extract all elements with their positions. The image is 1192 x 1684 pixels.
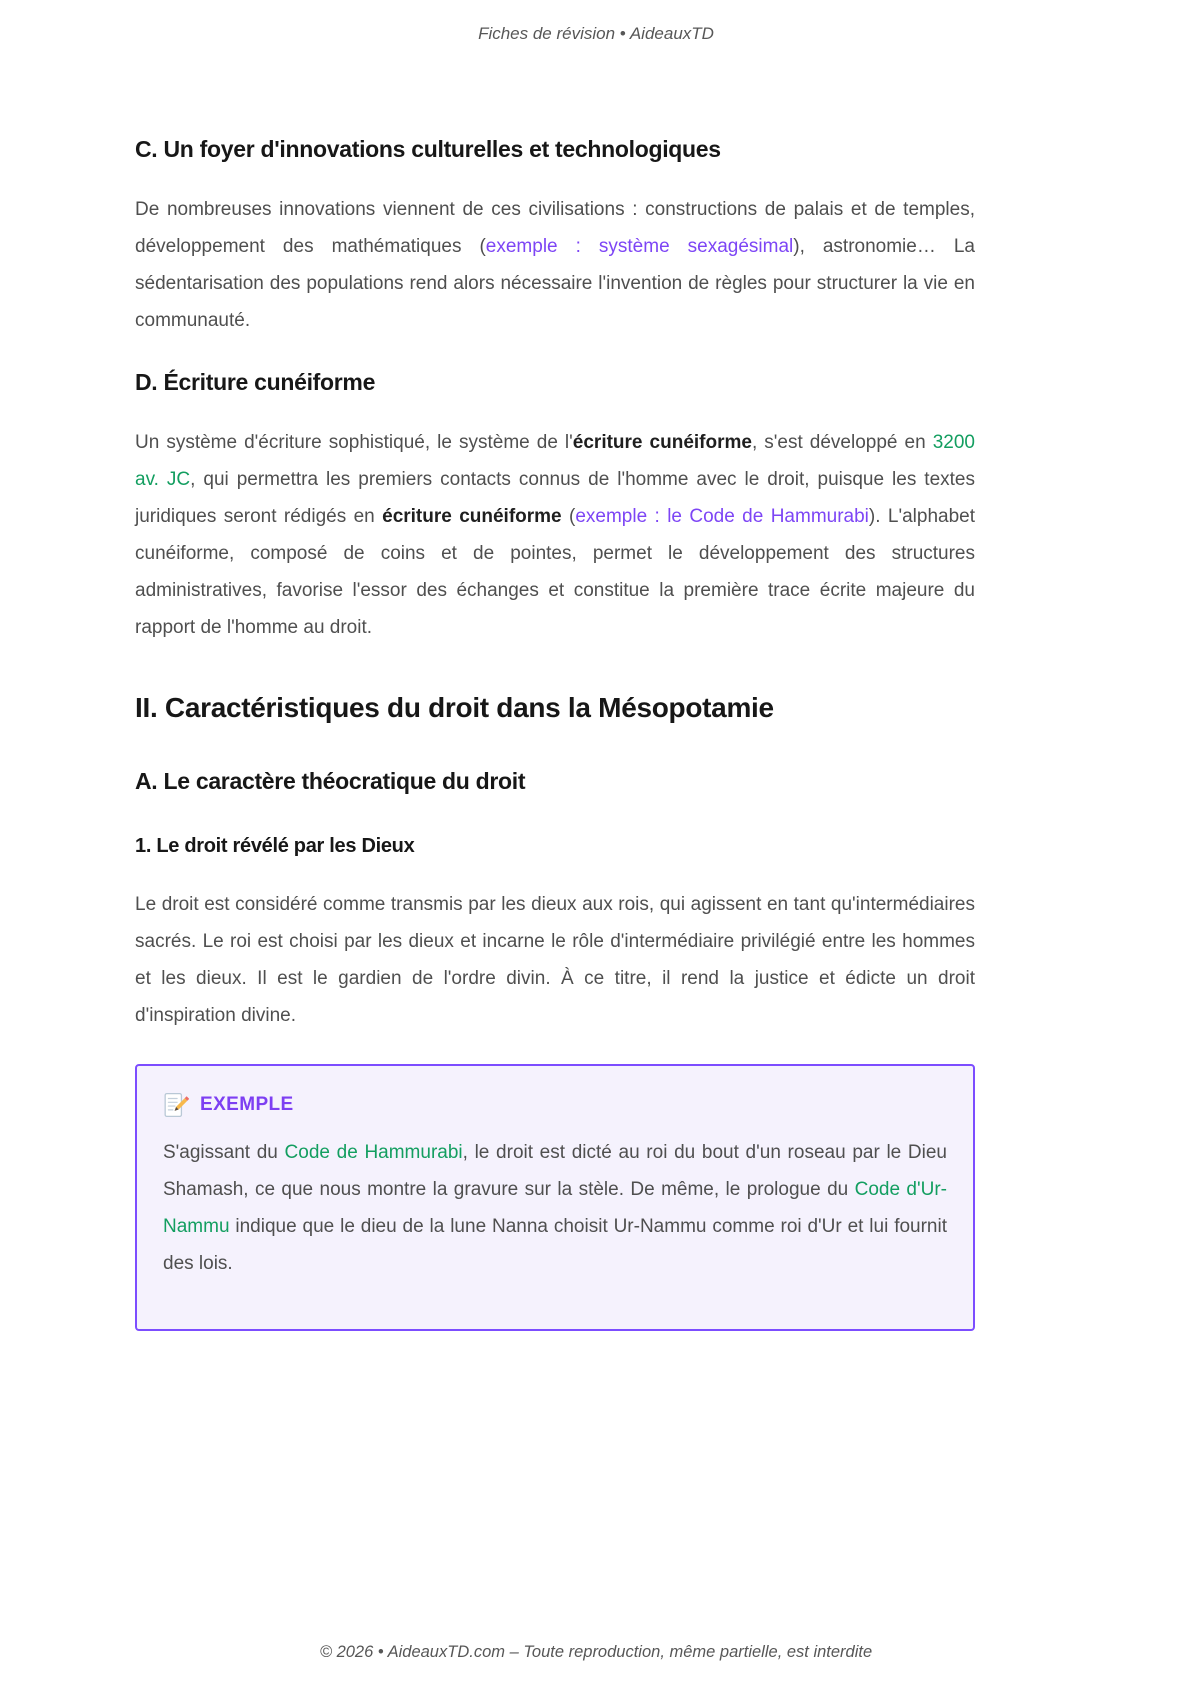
bold-ecriture-cuneiforme: écriture cunéiforme bbox=[572, 432, 752, 453]
footer-copyright: © 2026 • AideauxTD.com – Toute reproduction, même partielle, est interdite bbox=[319, 1643, 873, 1661]
link-code-de-hammurabi[interactable]: Code de Hammurabi bbox=[284, 1142, 463, 1163]
paragraph-droit-revele: Le droit est considéré comme transmis par les dieux aux rois, qui agissent en tant qu'intermédiaires sacrés. Le roi est choisi par les dieux et incarne le rôle d'intermédiaire privilégié entre les hommes et les dieux. Il est le gardien de l'ordre divin. À ce titre, il rend la justice et édicte un droit d'inspiration divine. bbox=[135, 894, 975, 1026]
paragraph-ecriture-cuneiforme bbox=[135, 424, 975, 646]
paragraph-text: De nombreuses innovations viennent de ces civilisations : constructions de palais et de temples, développement des mathématiques ( bbox=[135, 199, 975, 257]
example-box-header bbox=[163, 1092, 947, 1118]
bold-ecriture-cuneiforme: écriture cunéiforme bbox=[382, 506, 562, 527]
paragraph-text: ( bbox=[561, 506, 576, 527]
section-heading-d: D. Écriture cunéiforme bbox=[135, 369, 376, 395]
section-heading-a: A. Le caractère théocratique du droit bbox=[135, 768, 526, 794]
paragraph-text: Un système d'écriture sophistiqué, le système de l' bbox=[135, 432, 573, 453]
link-code-d-ur-nammu[interactable]: Code d'Ur-Nammu bbox=[163, 1179, 947, 1237]
header-title: Fiches de révision • AideauxTD bbox=[478, 24, 714, 43]
paragraph-text: indique que le dieu de la lune Nanna choisit Ur-Nammu comme roi d'Ur et lui fournit des lois. bbox=[163, 1216, 947, 1274]
section-heading-1: 1. Le droit révélé par les Dieux bbox=[135, 835, 415, 857]
link-code-de-hammurabi[interactable]: exemple : le Code de Hammurabi bbox=[575, 506, 869, 527]
page-footer bbox=[0, 1643, 1192, 1662]
page-header bbox=[0, 0, 1192, 44]
example-box-text bbox=[163, 1134, 947, 1282]
paragraph-innovations bbox=[135, 191, 975, 339]
section-heading-ii: II. Caractéristiques du droit dans la Mésopotamie bbox=[135, 692, 774, 723]
paragraph-text: , le droit est dicté au roi du bout d'un roseau par le Dieu Shamash, ce que nous montre la gravure sur la stèle. De même, le prologue du bbox=[163, 1142, 947, 1200]
page-content bbox=[135, 136, 975, 1331]
paragraph-text: ). L'alphabet cunéiforme, composé de coins et de pointes, permet le développement des structures administratives, favorise l'essor des échanges et constitue la première trace écrite majeure du rapport de l'homme au droit. bbox=[135, 506, 975, 638]
paragraph-text: S'agissant du bbox=[163, 1142, 285, 1163]
memo-pencil-icon bbox=[163, 1092, 189, 1118]
paragraph-text: , qui permettra les premiers contacts connus de l'homme avec le droit, puisque les textes juridiques seront rédigés en bbox=[135, 469, 975, 527]
link-3200-av-jc[interactable]: 3200 av. JC bbox=[135, 432, 975, 490]
section-heading-c: C. Un foyer d'innovations culturelles et technologiques bbox=[135, 136, 721, 162]
paragraph-text: ), astronomie… La sédentarisation des populations rend alors nécessaire l'invention de règles pour structurer la vie en communauté. bbox=[135, 236, 975, 331]
paragraph-text: , s'est développé en bbox=[751, 432, 933, 453]
link-systeme-sexagesimal[interactable]: exemple : système sexagésimal bbox=[485, 236, 794, 257]
example-callout-box bbox=[135, 1064, 975, 1331]
example-box-label: EXEMPLE bbox=[200, 1094, 294, 1115]
